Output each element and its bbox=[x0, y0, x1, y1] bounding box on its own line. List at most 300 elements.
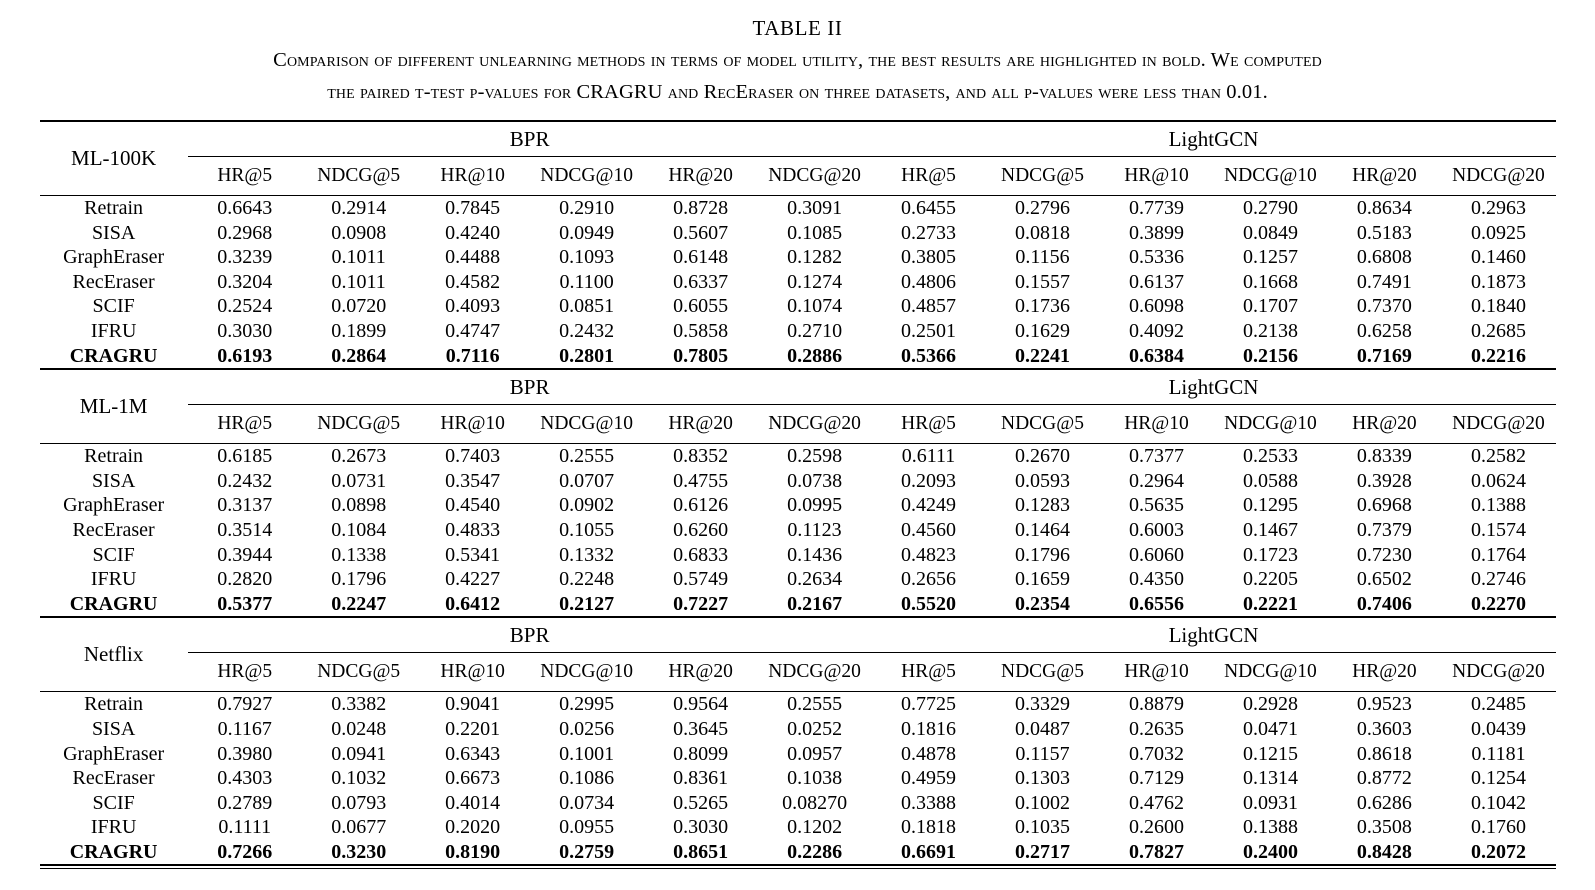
cell-lightgcn-ndcg-at-10: 0.1388 bbox=[1242, 816, 1298, 839]
results-table-body bbox=[40, 121, 1556, 869]
cell-lightgcn-hr-at-5: 0.4823 bbox=[901, 543, 957, 566]
cell-bpr-ndcg-at-5: 0.1032 bbox=[331, 767, 387, 790]
method-name: CRAGRU bbox=[69, 344, 158, 367]
cell-bpr-ndcg-at-10: 0.2432 bbox=[559, 319, 615, 342]
cell-bpr-ndcg-at-10: 0.0256 bbox=[559, 717, 615, 740]
cell-bpr-hr-at-20: 0.6126 bbox=[673, 494, 729, 517]
cell-lightgcn-ndcg-at-20: 0.1764 bbox=[1470, 543, 1526, 566]
cell-lightgcn-hr-at-5: 0.3805 bbox=[901, 246, 957, 269]
cell-bpr-ndcg-at-20: 0.2555 bbox=[787, 693, 843, 716]
table-row bbox=[40, 518, 1556, 543]
cell-bpr-hr-at-20: 0.3645 bbox=[673, 717, 729, 740]
cell-lightgcn-hr-at-10: 0.4762 bbox=[1128, 791, 1184, 814]
cell-bpr-ndcg-at-20: 0.1085 bbox=[787, 221, 843, 244]
column-header-bpr-hr-at-10: HR@10 bbox=[440, 413, 505, 435]
cell-lightgcn-hr-at-10: 0.7827 bbox=[1128, 840, 1184, 863]
cell-bpr-ndcg-at-20: 0.2634 bbox=[787, 568, 843, 591]
cell-bpr-hr-at-10: 0.4747 bbox=[445, 319, 501, 342]
table-row bbox=[40, 543, 1556, 568]
cell-lightgcn-hr-at-5: 0.5366 bbox=[901, 344, 957, 367]
cell-bpr-ndcg-at-20: 0.1436 bbox=[787, 543, 843, 566]
cell-bpr-ndcg-at-5: 0.1338 bbox=[331, 543, 387, 566]
cell-bpr-hr-at-20: 0.6833 bbox=[673, 543, 729, 566]
column-header-bpr-ndcg-at-20: NDCG@20 bbox=[768, 413, 861, 435]
cell-lightgcn-hr-at-20: 0.3508 bbox=[1356, 816, 1412, 839]
cell-bpr-hr-at-20: 0.8728 bbox=[673, 197, 729, 219]
cell-lightgcn-hr-at-5: 0.2501 bbox=[901, 319, 957, 342]
cell-bpr-hr-at-5: 0.2968 bbox=[217, 221, 273, 244]
cell-lightgcn-ndcg-at-20: 0.1460 bbox=[1470, 246, 1526, 269]
dataset-name-ml-100k: ML-100K bbox=[71, 146, 157, 170]
cell-lightgcn-hr-at-20: 0.9523 bbox=[1356, 693, 1412, 716]
cell-lightgcn-hr-at-5: 0.1816 bbox=[901, 717, 957, 740]
cell-lightgcn-ndcg-at-5: 0.2717 bbox=[1015, 840, 1070, 863]
cell-lightgcn-ndcg-at-5: 0.1736 bbox=[1015, 295, 1070, 318]
cell-bpr-hr-at-20: 0.4755 bbox=[673, 469, 729, 492]
column-header-lightgcn-ndcg-at-5: NDCG@5 bbox=[1001, 413, 1084, 435]
cell-bpr-ndcg-at-10: 0.2555 bbox=[559, 445, 615, 468]
cell-lightgcn-hr-at-10: 0.7129 bbox=[1128, 767, 1184, 790]
cell-bpr-ndcg-at-5: 0.2914 bbox=[331, 197, 387, 219]
cell-bpr-hr-at-5: 0.7266 bbox=[217, 840, 273, 863]
group-header-lightgcn: LightGCN bbox=[872, 122, 1556, 157]
cell-lightgcn-ndcg-at-10: 0.2400 bbox=[1242, 840, 1298, 863]
cell-lightgcn-ndcg-at-20: 0.1873 bbox=[1470, 270, 1526, 293]
cell-lightgcn-ndcg-at-20: 0.2582 bbox=[1470, 445, 1526, 468]
cell-lightgcn-hr-at-20: 0.3603 bbox=[1356, 717, 1412, 740]
cell-lightgcn-ndcg-at-5: 0.2354 bbox=[1015, 592, 1070, 615]
cell-lightgcn-ndcg-at-10: 0.1295 bbox=[1242, 494, 1298, 517]
method-name: Retrain bbox=[84, 693, 144, 716]
cell-bpr-ndcg-at-20: 0.0957 bbox=[787, 742, 843, 765]
cell-lightgcn-ndcg-at-10: 0.1314 bbox=[1242, 767, 1298, 790]
cell-lightgcn-hr-at-10: 0.8879 bbox=[1128, 693, 1184, 716]
cell-lightgcn-ndcg-at-5: 0.3329 bbox=[1015, 693, 1070, 716]
group-header-bpr: BPR bbox=[188, 618, 872, 653]
table-number: TABLE II bbox=[752, 16, 843, 40]
cell-bpr-ndcg-at-5: 0.2673 bbox=[331, 445, 387, 468]
method-name: GraphEraser bbox=[63, 742, 165, 765]
method-name: SISA bbox=[91, 717, 136, 740]
cell-lightgcn-hr-at-5: 0.4806 bbox=[901, 270, 957, 293]
method-name: Retrain bbox=[84, 445, 144, 468]
table-row bbox=[40, 245, 1556, 270]
cell-bpr-ndcg-at-20: 0.1282 bbox=[787, 246, 843, 269]
cell-bpr-hr-at-20: 0.6337 bbox=[673, 270, 729, 293]
cell-lightgcn-ndcg-at-10: 0.2221 bbox=[1242, 592, 1298, 615]
method-name: SCIF bbox=[92, 295, 135, 318]
column-header-lightgcn-hr-at-10: HR@10 bbox=[1124, 165, 1189, 186]
caption-line-1: Comparison of different unlearning methods in terms of model utility, the best results are highlighted in bold. We computed bbox=[273, 49, 1322, 71]
cell-lightgcn-hr-at-10: 0.4350 bbox=[1128, 568, 1184, 591]
cell-bpr-ndcg-at-10: 0.0734 bbox=[559, 791, 615, 814]
cell-lightgcn-ndcg-at-5: 0.1002 bbox=[1015, 791, 1070, 814]
dataset-name-netflix: Netflix bbox=[83, 642, 144, 667]
cell-lightgcn-ndcg-at-5: 0.1156 bbox=[1015, 246, 1070, 269]
cell-bpr-hr-at-20: 0.8352 bbox=[673, 445, 729, 468]
column-header-lightgcn-hr-at-20: HR@20 bbox=[1352, 661, 1417, 683]
cell-lightgcn-ndcg-at-5: 0.1659 bbox=[1015, 568, 1070, 591]
table-row bbox=[40, 270, 1556, 295]
cell-lightgcn-hr-at-20: 0.8618 bbox=[1356, 742, 1412, 765]
cell-lightgcn-ndcg-at-20: 0.0925 bbox=[1470, 221, 1526, 244]
results-table-wrapper bbox=[40, 120, 1556, 869]
method-name: CRAGRU bbox=[69, 840, 158, 863]
group-header-row bbox=[40, 122, 1556, 157]
cell-lightgcn-ndcg-at-10: 0.1707 bbox=[1242, 295, 1298, 318]
cell-lightgcn-ndcg-at-10: 0.1723 bbox=[1242, 543, 1298, 566]
cell-lightgcn-hr-at-10: 0.6060 bbox=[1128, 543, 1184, 566]
cell-bpr-ndcg-at-20: 0.0738 bbox=[787, 469, 843, 492]
column-header-lightgcn-hr-at-5: HR@5 bbox=[901, 413, 956, 435]
cell-lightgcn-ndcg-at-20: 0.2270 bbox=[1470, 592, 1526, 615]
cell-bpr-ndcg-at-5: 0.0793 bbox=[331, 791, 387, 814]
cell-bpr-hr-at-10: 0.6673 bbox=[445, 767, 501, 790]
cell-lightgcn-ndcg-at-5: 0.1629 bbox=[1015, 319, 1070, 342]
column-header-lightgcn-ndcg-at-20: NDCG@20 bbox=[1452, 413, 1545, 435]
column-header-lightgcn-hr-at-10: HR@10 bbox=[1124, 413, 1189, 435]
cell-bpr-hr-at-10: 0.4488 bbox=[445, 246, 501, 269]
cell-lightgcn-hr-at-10: 0.5635 bbox=[1128, 494, 1184, 517]
cell-bpr-ndcg-at-10: 0.2995 bbox=[559, 693, 615, 716]
cell-lightgcn-ndcg-at-10: 0.0588 bbox=[1242, 469, 1298, 492]
column-header-bpr-hr-at-5: HR@5 bbox=[217, 413, 273, 435]
cell-bpr-hr-at-20: 0.3030 bbox=[673, 816, 729, 839]
cell-lightgcn-hr-at-5: 0.4857 bbox=[901, 295, 957, 318]
cell-bpr-ndcg-at-20: 0.2710 bbox=[787, 319, 843, 342]
table-row bbox=[40, 766, 1556, 791]
method-name: RecEraser bbox=[72, 270, 155, 293]
cell-bpr-ndcg-at-5: 0.0248 bbox=[331, 717, 387, 740]
metric-header-row bbox=[40, 157, 1556, 196]
metric-header-row bbox=[40, 405, 1556, 444]
metric-header-row bbox=[40, 653, 1556, 692]
table-caption bbox=[0, 0, 1595, 107]
cell-bpr-hr-at-10: 0.6343 bbox=[445, 742, 501, 765]
cell-bpr-hr-at-5: 0.1111 bbox=[218, 816, 272, 839]
cell-bpr-hr-at-10: 0.8190 bbox=[445, 840, 501, 863]
cell-lightgcn-ndcg-at-20: 0.2072 bbox=[1470, 840, 1526, 863]
column-header-bpr-ndcg-at-5: NDCG@5 bbox=[317, 661, 401, 683]
cell-bpr-hr-at-20: 0.6260 bbox=[673, 518, 729, 541]
cell-lightgcn-hr-at-5: 0.6455 bbox=[901, 197, 957, 219]
cell-bpr-ndcg-at-10: 0.2801 bbox=[559, 344, 615, 367]
cell-bpr-hr-at-5: 0.3204 bbox=[217, 270, 273, 293]
cell-bpr-ndcg-at-20: 0.1074 bbox=[787, 295, 843, 318]
cell-bpr-hr-at-20: 0.8099 bbox=[673, 742, 729, 765]
cell-bpr-ndcg-at-20: 0.08270 bbox=[782, 791, 848, 814]
column-header-bpr-hr-at-10: HR@10 bbox=[440, 661, 505, 683]
cell-bpr-hr-at-5: 0.6185 bbox=[217, 445, 273, 468]
cell-lightgcn-hr-at-20: 0.8428 bbox=[1356, 840, 1412, 863]
cell-lightgcn-hr-at-20: 0.6968 bbox=[1356, 494, 1412, 517]
cell-bpr-hr-at-5: 0.3514 bbox=[217, 518, 273, 541]
cell-lightgcn-ndcg-at-20: 0.1760 bbox=[1470, 816, 1526, 839]
cell-lightgcn-ndcg-at-20: 0.2485 bbox=[1470, 693, 1526, 716]
column-header-bpr-hr-at-5: HR@5 bbox=[217, 661, 273, 683]
cell-lightgcn-ndcg-at-20: 0.2216 bbox=[1470, 344, 1526, 367]
cell-bpr-ndcg-at-5: 0.0677 bbox=[331, 816, 387, 839]
method-name: CRAGRU bbox=[69, 592, 158, 615]
cell-lightgcn-ndcg-at-5: 0.1464 bbox=[1015, 518, 1070, 541]
cell-bpr-ndcg-at-20: 0.0995 bbox=[787, 494, 843, 517]
group-header-row bbox=[40, 370, 1556, 405]
cell-lightgcn-hr-at-5: 0.2733 bbox=[901, 221, 957, 244]
cell-lightgcn-hr-at-5: 0.3388 bbox=[901, 791, 957, 814]
column-header-lightgcn-ndcg-at-5: NDCG@5 bbox=[1001, 661, 1084, 683]
column-header-lightgcn-ndcg-at-10: NDCG@10 bbox=[1224, 661, 1317, 683]
column-header-bpr-hr-at-20: HR@20 bbox=[668, 661, 733, 683]
cell-lightgcn-ndcg-at-5: 0.0487 bbox=[1015, 717, 1070, 740]
cell-lightgcn-hr-at-10: 0.4092 bbox=[1128, 319, 1184, 342]
cell-lightgcn-hr-at-10: 0.7377 bbox=[1128, 445, 1184, 468]
cell-lightgcn-hr-at-10: 0.2964 bbox=[1128, 469, 1184, 492]
cell-lightgcn-ndcg-at-20: 0.2685 bbox=[1470, 319, 1526, 342]
cell-bpr-ndcg-at-10: 0.2127 bbox=[559, 592, 615, 615]
cell-bpr-ndcg-at-5: 0.1899 bbox=[331, 319, 387, 342]
column-header-lightgcn-hr-at-20: HR@20 bbox=[1352, 165, 1417, 186]
cell-bpr-ndcg-at-10: 0.0955 bbox=[559, 816, 615, 839]
group-header-row bbox=[40, 618, 1556, 653]
cell-bpr-hr-at-20: 0.5265 bbox=[673, 791, 729, 814]
cell-lightgcn-hr-at-5: 0.6691 bbox=[901, 840, 957, 863]
cell-lightgcn-hr-at-5: 0.7725 bbox=[901, 693, 957, 716]
group-header-bpr: BPR bbox=[188, 122, 872, 157]
cell-bpr-hr-at-5: 0.2524 bbox=[217, 295, 273, 318]
cell-lightgcn-hr-at-20: 0.7169 bbox=[1356, 344, 1412, 367]
cell-bpr-ndcg-at-20: 0.2886 bbox=[787, 344, 843, 367]
table-row bbox=[40, 469, 1556, 494]
cell-lightgcn-ndcg-at-10: 0.0849 bbox=[1242, 221, 1298, 244]
cell-bpr-ndcg-at-5: 0.1011 bbox=[331, 246, 386, 269]
cell-bpr-ndcg-at-10: 0.0949 bbox=[559, 221, 615, 244]
cell-lightgcn-ndcg-at-5: 0.2241 bbox=[1015, 344, 1070, 367]
cell-lightgcn-ndcg-at-10: 0.0931 bbox=[1242, 791, 1298, 814]
cell-lightgcn-hr-at-10: 0.6003 bbox=[1128, 518, 1184, 541]
column-header-bpr-hr-at-20: HR@20 bbox=[668, 165, 733, 186]
cell-lightgcn-hr-at-5: 0.4878 bbox=[901, 742, 957, 765]
column-header-bpr-hr-at-20: HR@20 bbox=[668, 413, 733, 435]
cell-lightgcn-ndcg-at-10: 0.1668 bbox=[1242, 270, 1298, 293]
cell-lightgcn-ndcg-at-20: 0.0624 bbox=[1470, 469, 1526, 492]
cell-lightgcn-hr-at-10: 0.6098 bbox=[1128, 295, 1184, 318]
method-name: IFRU bbox=[90, 568, 137, 591]
cell-bpr-hr-at-5: 0.3980 bbox=[217, 742, 273, 765]
cell-bpr-ndcg-at-5: 0.0898 bbox=[331, 494, 387, 517]
cell-bpr-hr-at-5: 0.2820 bbox=[217, 568, 273, 591]
table-row bbox=[40, 717, 1556, 742]
table-row bbox=[40, 444, 1556, 469]
cell-lightgcn-hr-at-20: 0.7370 bbox=[1356, 295, 1412, 318]
caption-line-2: the paired t-test p-values for CRAGRU and RecEraser on three datasets, and all p-values were less than 0.01. bbox=[327, 81, 1268, 103]
cell-lightgcn-hr-at-20: 0.8772 bbox=[1356, 767, 1412, 790]
cell-bpr-ndcg-at-5: 0.0720 bbox=[331, 295, 387, 318]
cell-bpr-hr-at-10: 0.4014 bbox=[445, 791, 501, 814]
cell-bpr-hr-at-10: 0.9041 bbox=[445, 693, 501, 716]
cell-bpr-hr-at-5: 0.4303 bbox=[217, 767, 273, 790]
cell-lightgcn-hr-at-20: 0.6808 bbox=[1356, 246, 1412, 269]
cell-bpr-hr-at-10: 0.4240 bbox=[445, 221, 501, 244]
cell-bpr-hr-at-20: 0.9564 bbox=[673, 693, 729, 716]
cell-bpr-hr-at-5: 0.6193 bbox=[217, 344, 273, 367]
cell-lightgcn-hr-at-10: 0.6137 bbox=[1128, 270, 1184, 293]
cell-bpr-ndcg-at-20: 0.1038 bbox=[787, 767, 843, 790]
cell-bpr-ndcg-at-10: 0.0707 bbox=[559, 469, 615, 492]
method-name: GraphEraser bbox=[63, 246, 165, 269]
column-header-bpr-hr-at-5: HR@5 bbox=[217, 165, 273, 186]
cell-bpr-ndcg-at-5: 0.2247 bbox=[331, 592, 387, 615]
cell-lightgcn-ndcg-at-10: 0.2156 bbox=[1242, 344, 1298, 367]
cell-lightgcn-hr-at-20: 0.6502 bbox=[1356, 568, 1412, 591]
cell-bpr-ndcg-at-20: 0.0252 bbox=[787, 717, 843, 740]
cell-bpr-hr-at-5: 0.7927 bbox=[217, 693, 273, 716]
cell-bpr-hr-at-5: 0.5377 bbox=[217, 592, 273, 615]
cell-lightgcn-hr-at-5: 0.6111 bbox=[901, 445, 956, 468]
cell-bpr-ndcg-at-10: 0.1055 bbox=[559, 518, 615, 541]
cell-lightgcn-ndcg-at-20: 0.1254 bbox=[1470, 767, 1526, 790]
cell-lightgcn-ndcg-at-5: 0.1796 bbox=[1015, 543, 1070, 566]
cell-lightgcn-ndcg-at-5: 0.1035 bbox=[1015, 816, 1070, 839]
cell-bpr-hr-at-5: 0.2789 bbox=[217, 791, 273, 814]
column-header-bpr-ndcg-at-20: NDCG@20 bbox=[768, 165, 861, 186]
table-row bbox=[40, 840, 1556, 866]
results-table bbox=[40, 120, 1556, 869]
cell-lightgcn-ndcg-at-5: 0.0818 bbox=[1015, 221, 1070, 244]
cell-lightgcn-hr-at-20: 0.6258 bbox=[1356, 319, 1412, 342]
method-name: SCIF bbox=[92, 543, 135, 566]
cell-bpr-ndcg-at-20: 0.2167 bbox=[787, 592, 843, 615]
cell-lightgcn-ndcg-at-10: 0.2928 bbox=[1242, 693, 1298, 716]
cell-bpr-hr-at-10: 0.2201 bbox=[445, 717, 501, 740]
cell-bpr-hr-at-20: 0.7805 bbox=[673, 344, 729, 367]
column-header-lightgcn-ndcg-at-5: NDCG@5 bbox=[1001, 165, 1084, 186]
dataset-name-ml-1m: ML-1M bbox=[79, 394, 148, 419]
cell-lightgcn-hr-at-5: 0.4560 bbox=[901, 518, 957, 541]
column-header-lightgcn-hr-at-20: HR@20 bbox=[1352, 413, 1417, 435]
cell-lightgcn-ndcg-at-5: 0.2796 bbox=[1015, 197, 1070, 219]
cell-bpr-ndcg-at-20: 0.1202 bbox=[787, 816, 843, 839]
cell-lightgcn-hr-at-10: 0.2635 bbox=[1128, 717, 1184, 740]
cell-lightgcn-ndcg-at-5: 0.2670 bbox=[1015, 445, 1070, 468]
cell-bpr-ndcg-at-10: 0.0851 bbox=[559, 295, 615, 318]
cell-bpr-ndcg-at-20: 0.2286 bbox=[787, 840, 843, 863]
cell-bpr-hr-at-10: 0.5341 bbox=[445, 543, 501, 566]
cell-bpr-hr-at-20: 0.8361 bbox=[673, 767, 729, 790]
cell-bpr-hr-at-20: 0.6148 bbox=[673, 246, 729, 269]
table-row bbox=[40, 567, 1556, 592]
cell-lightgcn-hr-at-10: 0.7032 bbox=[1128, 742, 1184, 765]
cell-lightgcn-ndcg-at-20: 0.2963 bbox=[1470, 197, 1526, 219]
cell-lightgcn-hr-at-20: 0.5183 bbox=[1356, 221, 1412, 244]
cell-lightgcn-hr-at-20: 0.7379 bbox=[1356, 518, 1412, 541]
cell-lightgcn-hr-at-10: 0.5336 bbox=[1128, 246, 1184, 269]
group-header-bpr: BPR bbox=[188, 370, 872, 405]
cell-bpr-hr-at-20: 0.5858 bbox=[673, 319, 729, 342]
method-name: IFRU bbox=[90, 319, 137, 342]
cell-bpr-ndcg-at-10: 0.1086 bbox=[559, 767, 615, 790]
group-header-lightgcn: LightGCN bbox=[872, 618, 1556, 653]
column-header-bpr-ndcg-at-5: NDCG@5 bbox=[317, 413, 401, 435]
cell-lightgcn-ndcg-at-20: 0.1840 bbox=[1470, 295, 1526, 318]
cell-bpr-ndcg-at-10: 0.1093 bbox=[559, 246, 615, 269]
cell-lightgcn-hr-at-20: 0.8339 bbox=[1356, 445, 1412, 468]
cell-bpr-ndcg-at-10: 0.2759 bbox=[559, 840, 615, 863]
cell-bpr-hr-at-10: 0.4582 bbox=[445, 270, 501, 293]
cell-bpr-ndcg-at-20: 0.2598 bbox=[787, 445, 843, 468]
cell-bpr-ndcg-at-10: 0.1001 bbox=[559, 742, 615, 765]
cell-lightgcn-ndcg-at-5: 0.1557 bbox=[1015, 270, 1070, 293]
cell-lightgcn-ndcg-at-10: 0.1467 bbox=[1242, 518, 1298, 541]
column-header-bpr-ndcg-at-10: NDCG@10 bbox=[540, 165, 633, 186]
cell-bpr-hr-at-20: 0.8651 bbox=[673, 840, 729, 863]
cell-lightgcn-hr-at-10: 0.7739 bbox=[1128, 197, 1184, 219]
cell-lightgcn-hr-at-5: 0.2656 bbox=[901, 568, 957, 591]
cell-lightgcn-hr-at-5: 0.1818 bbox=[901, 816, 957, 839]
cell-bpr-hr-at-10: 0.3547 bbox=[445, 469, 501, 492]
cell-bpr-ndcg-at-5: 0.1084 bbox=[331, 518, 387, 541]
cell-bpr-ndcg-at-5: 0.3382 bbox=[331, 693, 387, 716]
cell-bpr-hr-at-5: 0.3137 bbox=[217, 494, 273, 517]
cell-bpr-ndcg-at-10: 0.1100 bbox=[559, 270, 614, 293]
cell-bpr-ndcg-at-5: 0.0908 bbox=[331, 221, 387, 244]
cell-bpr-ndcg-at-20: 0.1123 bbox=[787, 518, 842, 541]
cell-lightgcn-ndcg-at-5: 0.1283 bbox=[1015, 494, 1070, 517]
cell-bpr-ndcg-at-5: 0.0731 bbox=[331, 469, 387, 492]
cell-bpr-hr-at-5: 0.3944 bbox=[217, 543, 273, 566]
cell-lightgcn-hr-at-5: 0.2093 bbox=[901, 469, 957, 492]
table-row bbox=[40, 319, 1556, 344]
cell-bpr-hr-at-5: 0.1167 bbox=[217, 717, 272, 740]
cell-lightgcn-ndcg-at-10: 0.1257 bbox=[1242, 246, 1298, 269]
cell-bpr-ndcg-at-5: 0.3230 bbox=[331, 840, 387, 863]
method-name: SCIF bbox=[92, 791, 135, 814]
column-header-bpr-ndcg-at-20: NDCG@20 bbox=[768, 661, 861, 683]
cell-bpr-hr-at-10: 0.7845 bbox=[445, 197, 501, 219]
method-name: SISA bbox=[91, 469, 136, 492]
cell-lightgcn-ndcg-at-5: 0.1303 bbox=[1015, 767, 1070, 790]
cell-bpr-hr-at-10: 0.4833 bbox=[445, 518, 501, 541]
cell-bpr-hr-at-5: 0.2432 bbox=[217, 469, 273, 492]
rule-line bbox=[40, 865, 1556, 869]
cell-bpr-hr-at-10: 0.4227 bbox=[445, 568, 501, 591]
column-header-lightgcn-ndcg-at-20: NDCG@20 bbox=[1452, 165, 1545, 186]
cell-lightgcn-hr-at-20: 0.6286 bbox=[1356, 791, 1412, 814]
cell-lightgcn-ndcg-at-10: 0.2790 bbox=[1242, 197, 1298, 219]
table-row bbox=[40, 742, 1556, 767]
method-name: GraphEraser bbox=[63, 494, 165, 517]
column-header-lightgcn-ndcg-at-10: NDCG@10 bbox=[1224, 413, 1317, 435]
cell-lightgcn-ndcg-at-20: 0.1574 bbox=[1470, 518, 1526, 541]
cell-lightgcn-hr-at-5: 0.4249 bbox=[901, 494, 957, 517]
column-header-bpr-ndcg-at-10: NDCG@10 bbox=[540, 661, 633, 683]
cell-lightgcn-hr-at-20: 0.3928 bbox=[1356, 469, 1412, 492]
cell-lightgcn-hr-at-10: 0.2600 bbox=[1128, 816, 1184, 839]
method-name: RecEraser bbox=[72, 518, 155, 541]
table-row bbox=[40, 294, 1556, 319]
method-name: Retrain bbox=[84, 197, 144, 219]
cell-bpr-ndcg-at-10: 0.2248 bbox=[559, 568, 615, 591]
cell-lightgcn-ndcg-at-10: 0.1215 bbox=[1242, 742, 1298, 765]
column-header-bpr-hr-at-10: HR@10 bbox=[440, 165, 505, 186]
cell-lightgcn-ndcg-at-10: 0.2138 bbox=[1242, 319, 1298, 342]
method-name: SISA bbox=[91, 221, 136, 244]
cell-lightgcn-ndcg-at-20: 0.0439 bbox=[1470, 717, 1526, 740]
table-row bbox=[40, 592, 1556, 618]
cell-bpr-ndcg-at-10: 0.1332 bbox=[559, 543, 615, 566]
table-row bbox=[40, 344, 1556, 370]
cell-bpr-hr-at-20: 0.7227 bbox=[673, 592, 729, 615]
cell-lightgcn-hr-at-20: 0.8634 bbox=[1356, 197, 1412, 219]
